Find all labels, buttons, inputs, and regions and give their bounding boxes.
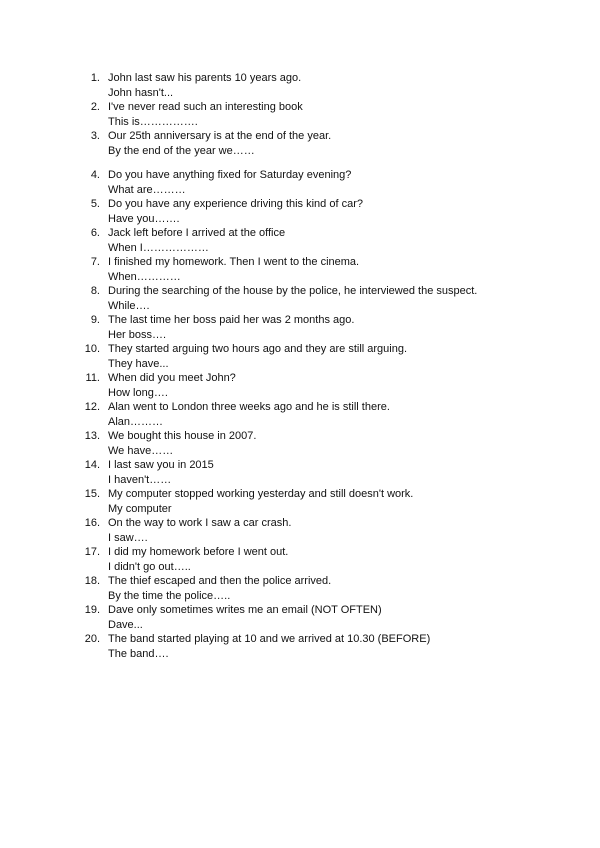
exercise-item-3 [0, 129, 600, 158]
item-prompt: Jack left before I arrived at the office [108, 227, 286, 239]
item-answer-stem: I didn't go out….. [108, 560, 191, 573]
item-prompt: Do you have any experience driving this kind of car? [108, 198, 363, 210]
item-answer-stem: This is……………. [108, 115, 198, 128]
item-number: 12. [84, 401, 100, 413]
item-answer-stem: When………… [108, 270, 181, 283]
item-number: 4. [90, 169, 100, 181]
item-answer-stem: I saw…. [108, 531, 148, 544]
item-answer-stem: I haven't…… [108, 473, 172, 486]
exercise-item-9 [0, 313, 600, 342]
item-number: 3. [90, 130, 100, 142]
item-prompt: Alan went to London three weeks ago and he is still there. [108, 401, 390, 413]
item-prompt: The thief escaped and then the police arrived. [108, 575, 332, 587]
item-prompt: Dave only sometimes writes me an email (NOT OFTEN) [108, 604, 382, 616]
item-answer-stem: Dave... [108, 618, 143, 631]
exercise-item-14 [0, 458, 600, 487]
exercise-item-18 [0, 574, 600, 603]
item-number: 15. [84, 488, 100, 500]
item-number: 9. [90, 314, 100, 326]
item-prompt: We bought this house in 2007. [108, 430, 257, 442]
item-number: 5. [90, 198, 100, 210]
exercise-list [0, 71, 600, 661]
item-number: 14. [84, 459, 100, 471]
item-answer-stem: While…. [108, 299, 150, 312]
item-prompt: My computer stopped working yesterday and still doesn't work. [108, 488, 414, 500]
exercise-item-19 [0, 603, 600, 632]
exercise-item-12 [0, 400, 600, 429]
item-number: 20. [84, 633, 100, 645]
item-number: 17. [84, 546, 100, 558]
exercise-item-15 [0, 487, 600, 516]
exercise-item-11 [0, 371, 600, 400]
item-number: 2. [90, 101, 100, 113]
exercise-item-10 [0, 342, 600, 371]
exercise-item-17 [0, 545, 600, 574]
item-number: 18. [84, 575, 100, 587]
item-number: 10. [84, 343, 100, 355]
exercise-item-13 [0, 429, 600, 458]
item-prompt: Our 25th anniversary is at the end of the year. [108, 130, 332, 142]
item-answer-stem: They have... [108, 357, 169, 370]
item-prompt: The last time her boss paid her was 2 months ago. [108, 314, 355, 326]
item-prompt: I did my homework before I went out. [108, 546, 289, 558]
item-prompt: I last saw you in 2015 [108, 459, 214, 471]
item-prompt: I finished my homework. Then I went to the cinema. [108, 256, 360, 268]
item-prompt: On the way to work I saw a car crash. [108, 517, 292, 529]
item-answer-stem: John hasn't... [108, 86, 174, 99]
item-number: 8. [90, 285, 100, 297]
exercise-item-7 [0, 255, 600, 284]
item-number: 11. [85, 372, 100, 384]
item-answer-stem: Alan……… [108, 415, 164, 428]
item-prompt: They started arguing two hours ago and they are still arguing. [108, 343, 408, 355]
item-answer-stem: What are……… [108, 183, 186, 196]
item-prompt: Do you have anything fixed for Saturday evening? [108, 169, 352, 181]
exercise-item-20 [0, 632, 600, 661]
item-number: 6. [90, 227, 100, 239]
item-prompt: During the searching of the house by the police, he interviewed the suspect. [108, 285, 478, 297]
item-answer-stem: My computer [108, 502, 172, 515]
item-answer-stem: The band…. [108, 647, 169, 660]
item-answer-stem: Her boss…. [108, 328, 167, 341]
item-answer-stem: Have you……. [108, 212, 180, 225]
item-number: 7. [90, 256, 100, 268]
exercise-item-16 [0, 516, 600, 545]
item-number: 16. [84, 517, 100, 529]
item-answer-stem: When I……………… [108, 241, 209, 254]
exercise-item-8 [0, 284, 600, 313]
item-answer-stem: How long…. [108, 386, 168, 399]
item-prompt: I've never read such an interesting book [108, 101, 303, 113]
item-answer-stem: By the end of the year we…… [108, 144, 255, 157]
item-prompt: The band started playing at 10 and we arrived at 10.30 (BEFORE) [108, 633, 431, 645]
item-prompt: When did you meet John? [108, 372, 236, 384]
item-prompt: John last saw his parents 10 years ago. [108, 72, 302, 84]
item-answer-stem: We have…… [108, 444, 174, 457]
exercise-item-5 [0, 197, 600, 226]
item-number: 1. [90, 72, 100, 84]
exercise-item-6 [0, 226, 600, 255]
exercise-item-4 [0, 168, 600, 197]
exercise-item-1 [0, 71, 600, 100]
exercise-item-2 [0, 100, 600, 129]
item-number: 13. [84, 430, 100, 442]
item-number: 19. [84, 604, 100, 616]
item-answer-stem: By the time the police….. [108, 589, 231, 602]
